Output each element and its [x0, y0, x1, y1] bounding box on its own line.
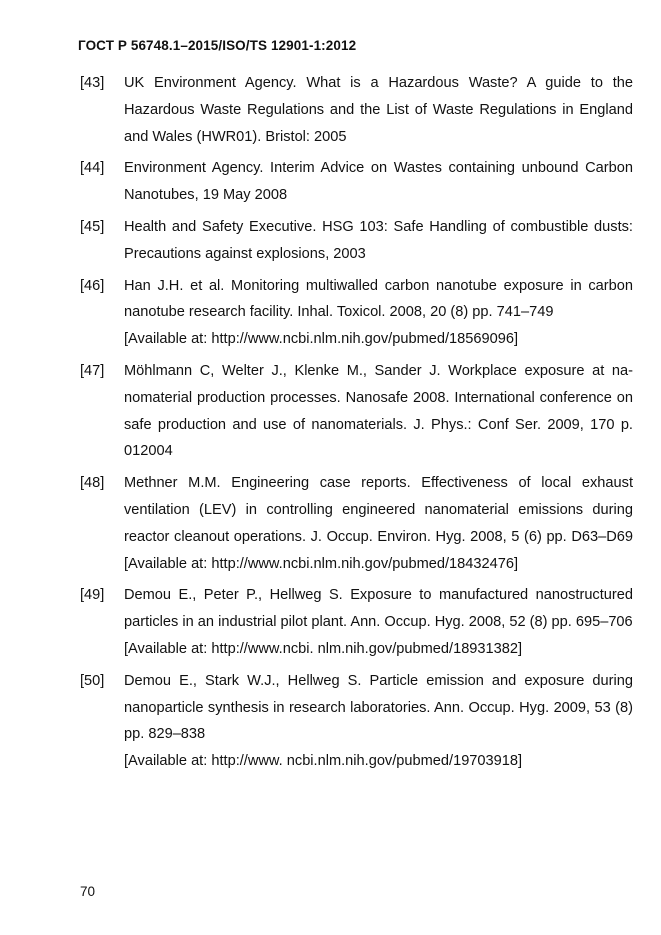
reference-item — [80, 70, 633, 150]
reference-text: Möhlmann C, Welter J., Klenke M., Sander J. Workplace exposure at nanomaterial production processes. Nanosafe 2008. International conference on safe production and use of nanomaterials. J. Phys.: Conf Ser. 2009, 170 p. 012004 — [124, 362, 633, 460]
page-number: 70 — [80, 884, 96, 899]
reference-text: Demou E., Peter P., Hellweg S. Exposure to manufactured nanostructured particles in an industrial pilot plant. Ann. Occup. Hyg. 2008, 52 (8) pp. 695–706 — [124, 587, 633, 631]
reference-availability: [Available at: http://www. ncbi.nlm.nih.gov/pubmed/19703918] — [124, 753, 523, 770]
reference-number: [48] — [80, 475, 105, 492]
reference-item — [80, 155, 633, 209]
reference-item — [80, 668, 633, 775]
reference-number: [45] — [80, 218, 105, 235]
reference-item — [80, 214, 633, 268]
document-header: ГОСТ Р 56748.1–2015/ISO/TS 12901-1:2012 — [78, 38, 357, 53]
reference-body — [124, 70, 633, 150]
reference-item — [80, 582, 633, 662]
reference-text: Methner M.M. Engineering case reports. Effectiveness of local exhaust ventilation (LEV) in controlling engineered nanomaterial emissions during reactor cleanout operations. J. Occup. Environ. Hyg. 2008, 5 (6) pp. D63–D69 [Available at: http://www.ncbi.nlm.nih.gov/pubmed/18432476] — [124, 475, 633, 572]
reference-number: [44] — [80, 160, 105, 177]
reference-text: UK Environment Agency. What is a Hazardous Waste? A guide to the Hazardous Waste Regulations and the List of Waste Regulations in England and Wales (HWR01). Bristol: 2005 — [124, 75, 633, 145]
reference-availability: [Available at: http://www.ncbi. nlm.nih.gov/pubmed/18931382] — [124, 640, 523, 657]
reference-number: [46] — [80, 277, 105, 294]
reference-item — [80, 470, 633, 577]
reference-number: [43] — [80, 75, 105, 91]
reference-number: [49] — [80, 587, 105, 604]
reference-item — [80, 358, 633, 465]
reference-body — [124, 155, 633, 209]
reference-item — [80, 273, 633, 353]
reference-number: [47] — [80, 362, 105, 379]
reference-body — [124, 470, 633, 577]
reference-availability: [Available at: http://www.ncbi.nlm.nih.gov/pubmed/18569096] — [124, 331, 519, 348]
reference-text: Han J.H. et al. Monitoring multiwalled carbon nanotube exposure in carbon nanotube research facility. Inhal. Toxicol. 2008, 20 (8) pp. 741–749 — [124, 277, 633, 321]
reference-text: Demou E., Stark W.J., Hellweg S. Particle emission and exposure during nanoparticle synthesis in research laboratories. Ann. Occup. Hyg. 2009, 53 (8) pp. 829–838 — [124, 672, 633, 743]
reference-text: Health and Safety Executive. HSG 103: Safe Handling of combustible dusts: Precautions against explosions, 2003 — [124, 218, 633, 262]
reference-body — [124, 668, 633, 775]
reference-body — [124, 358, 633, 465]
reference-body — [124, 214, 633, 268]
reference-number: [50] — [80, 672, 105, 689]
reference-list — [80, 70, 633, 780]
reference-text: Environment Agency. Interim Advice on Wastes containing unbound Carbon Nanotubes, 19 May 2008 — [124, 160, 633, 204]
reference-body — [124, 582, 633, 662]
reference-body — [124, 273, 633, 353]
